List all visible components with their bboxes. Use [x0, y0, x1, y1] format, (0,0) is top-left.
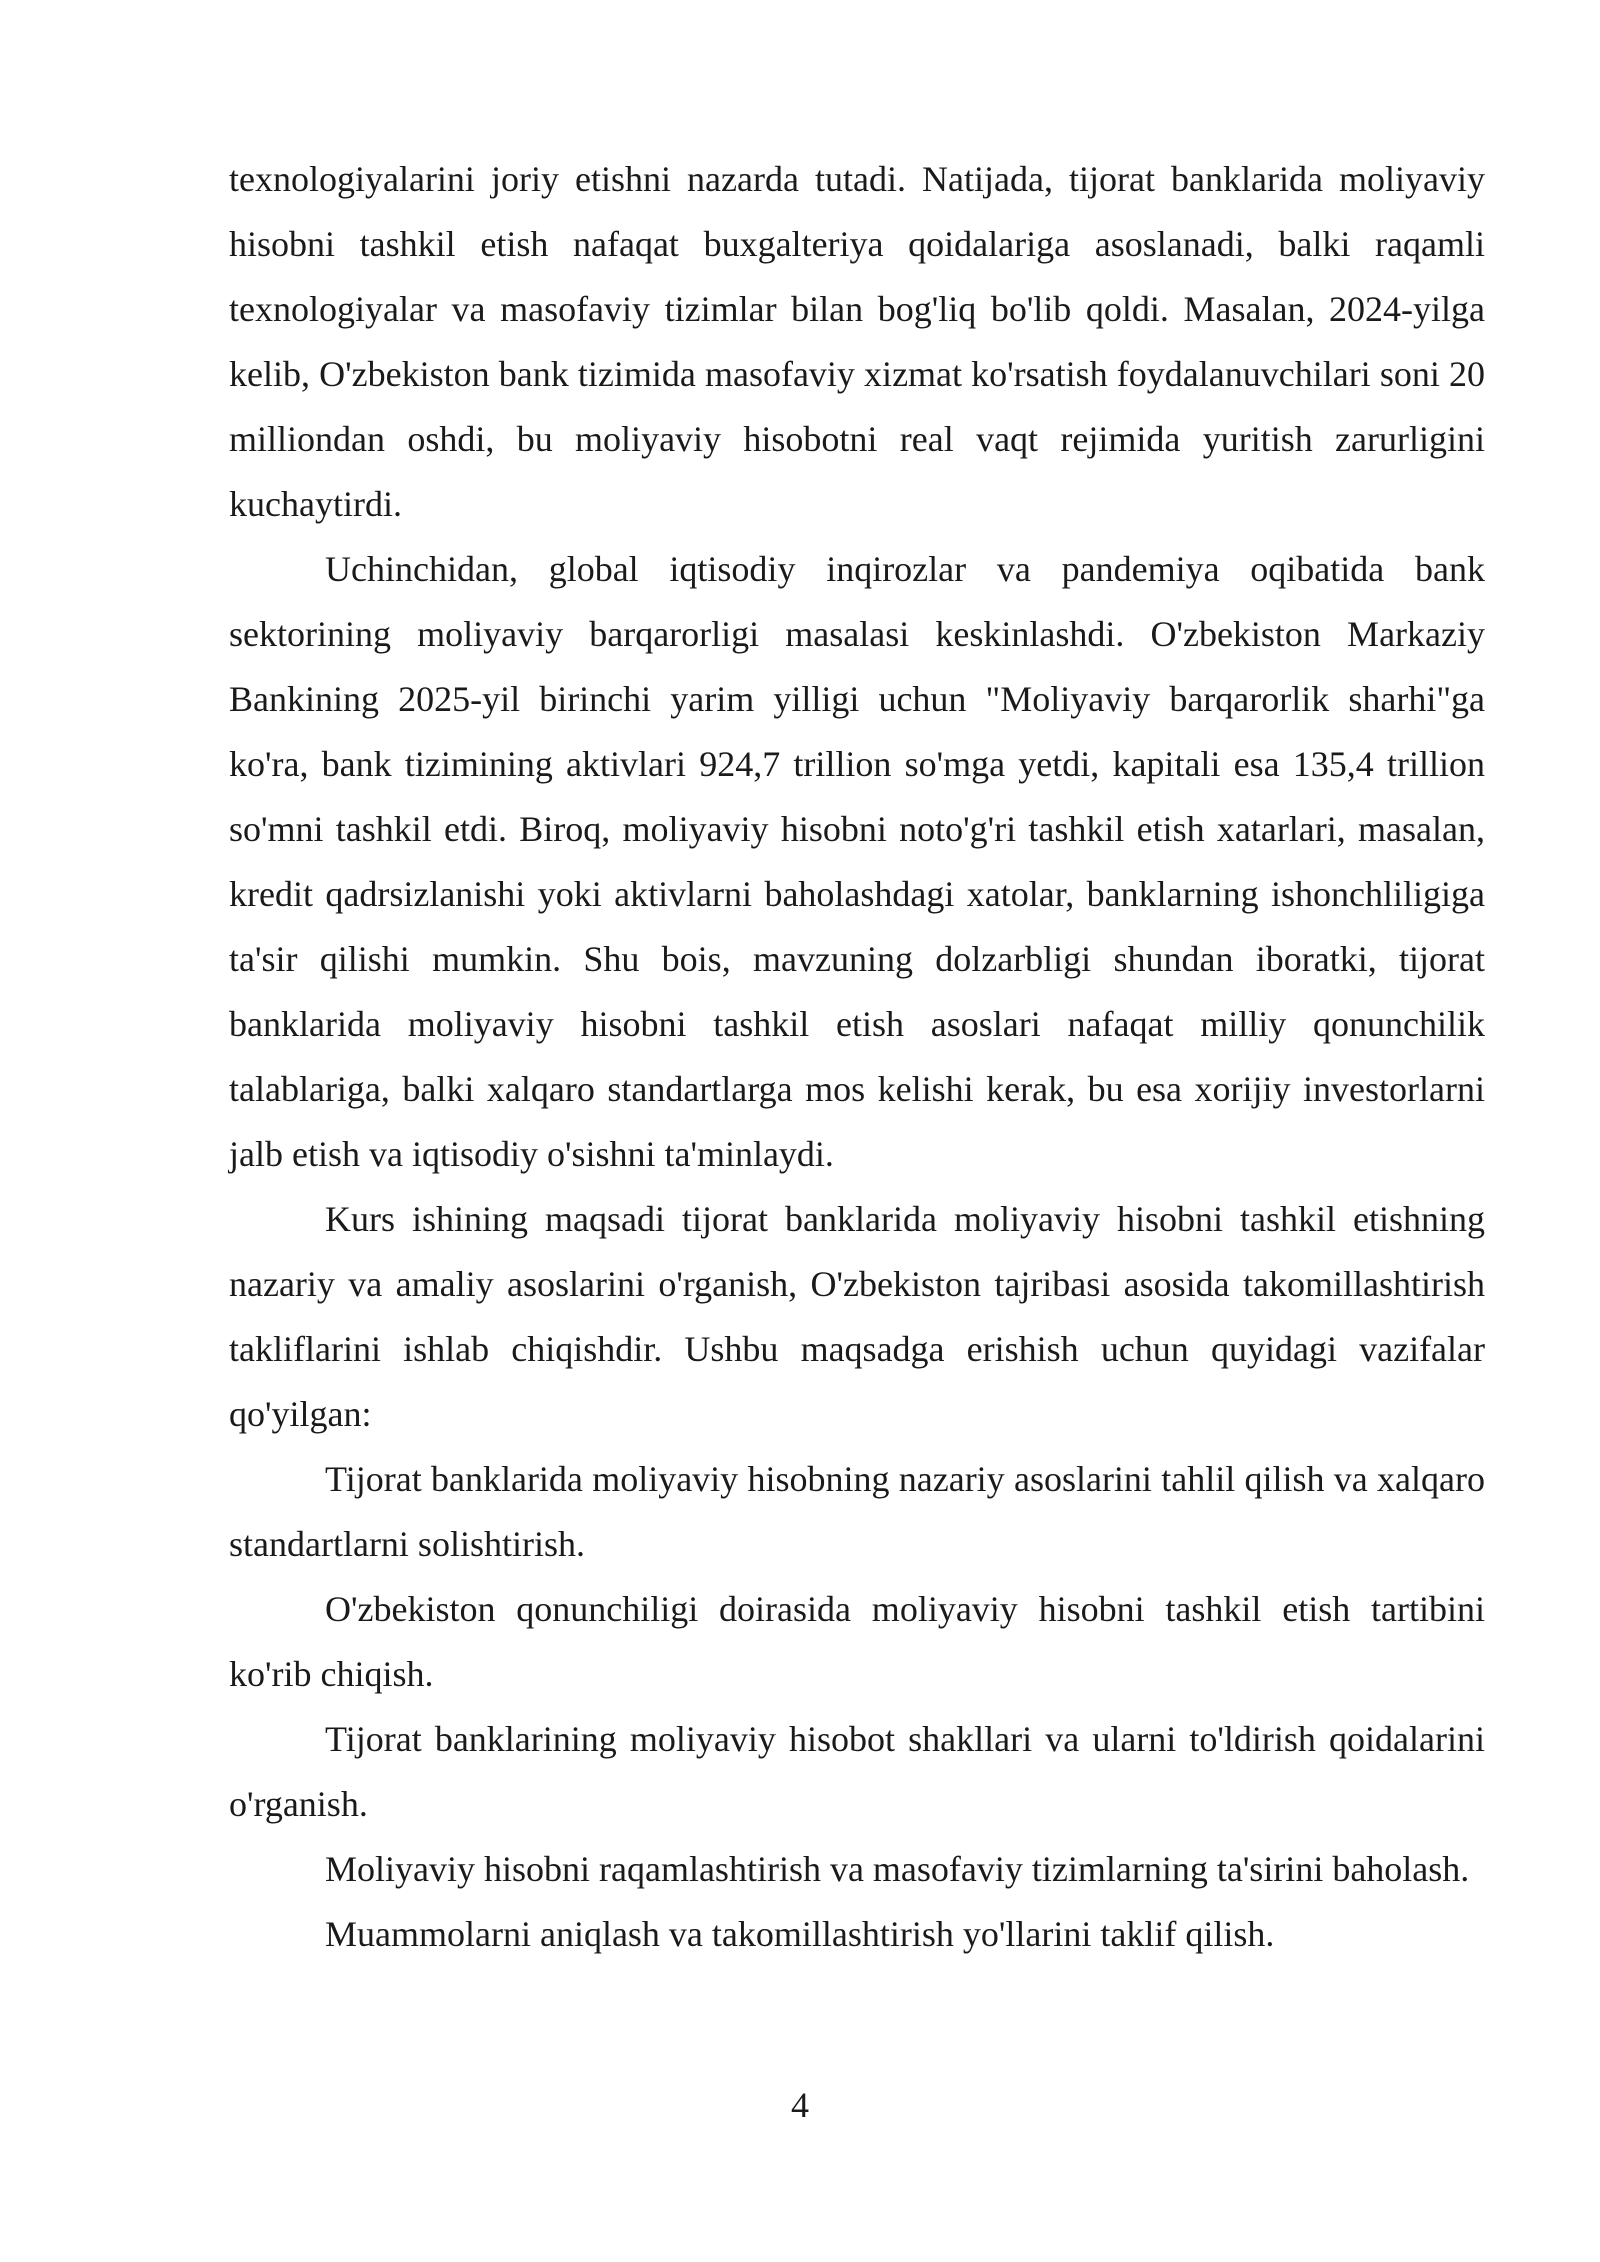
paragraph: Tijorat banklarida moliyaviy hisobning nazariy asoslarini tahlil qilish va xalqaro standartlarni solishtirish.: [229, 1459, 1485, 1564]
paragraph: Kurs ishining maqsadi tijorat banklarida moliyaviy hisobni tashkil etishning nazariy va amaliy asoslarini o'rganish, O'zbekiston tajribasi asosida takomillashtirish takliflarini ishlab chiqishdir. Ushbu maqsadga erishish uchun quyidagi vazifalar qo'yilgan:: [229, 1199, 1485, 1434]
body-text: [229, 147, 1485, 1967]
paragraph: O'zbekiston qonunchiligi doirasida moliyaviy hisobni tashkil etish tartibini ko'rib chiqish.: [229, 1589, 1485, 1694]
paragraph: Uchinchidan, global iqtisodiy inqirozlar va pandemiya oqibatida bank sektorining moliyaviy barqarorligi masalasi keskinlashdi. O'zbekiston Markaziy Bankining 2025-yil birinchi yarim yilligi uchun "Moliyaviy barqarorlik sharhi"ga ko'ra, bank tizimining aktivlari 924,7 trillion so'mga yetdi, kapitali esa 135,4 trillion so'mni tashkil etdi. Biroq, moliyaviy hisobni noto'g'ri tashkil etish xatarlari, masalan, kredit qadrsizlanishi yoki aktivlarni baholashdagi xatolar, banklarning ishonchliligiga ta'sir qilishi mumkin. Shu bois, mavzuning dolzarbligi shundan iboratki, tijorat banklarida moliyaviy hisobni tashkil etish asoslari nafaqat milliy qonunchilik talablariga, balki xalqaro standartlarga mos kelishi kerak, bu esa xorijiy investorlarni jalb etish va iqtisodiy o'sishni ta'minlaydi.: [229, 549, 1485, 1174]
paragraph: Tijorat banklarining moliyaviy hisobot shakllari va ularni to'ldirish qoidalarini o'rganish.: [229, 1719, 1485, 1824]
page-number: 4: [791, 2085, 809, 2125]
paragraph: Moliyaviy hisobni raqamlashtirish va masofaviy tizimlarning ta'sirini baholash.: [325, 1849, 1470, 1889]
paragraph: Muammolarni aniqlash va takomillashtirish yo'llarini taklif qilish.: [325, 1914, 1275, 1954]
paragraph: texnologiyalarini joriy etishni nazarda tutadi. Natijada, tijorat banklarida moliyaviy hisobni tashkil etish nafaqat buxgalteriya qoidalariga asoslanadi, balki raqamli texnologiyalar va masofaviy tizimlar bilan bog'liq bo'lib qoldi. Masalan, 2024-yilga kelib, O'zbekiston bank tizimida masofaviy xizmat ko'rsatish foydalanuvchilari soni 20 milliondan oshdi, bu moliyaviy hisobotni real vaqt rejimida yuritish zarurligini kuchaytirdi.: [229, 159, 1485, 524]
